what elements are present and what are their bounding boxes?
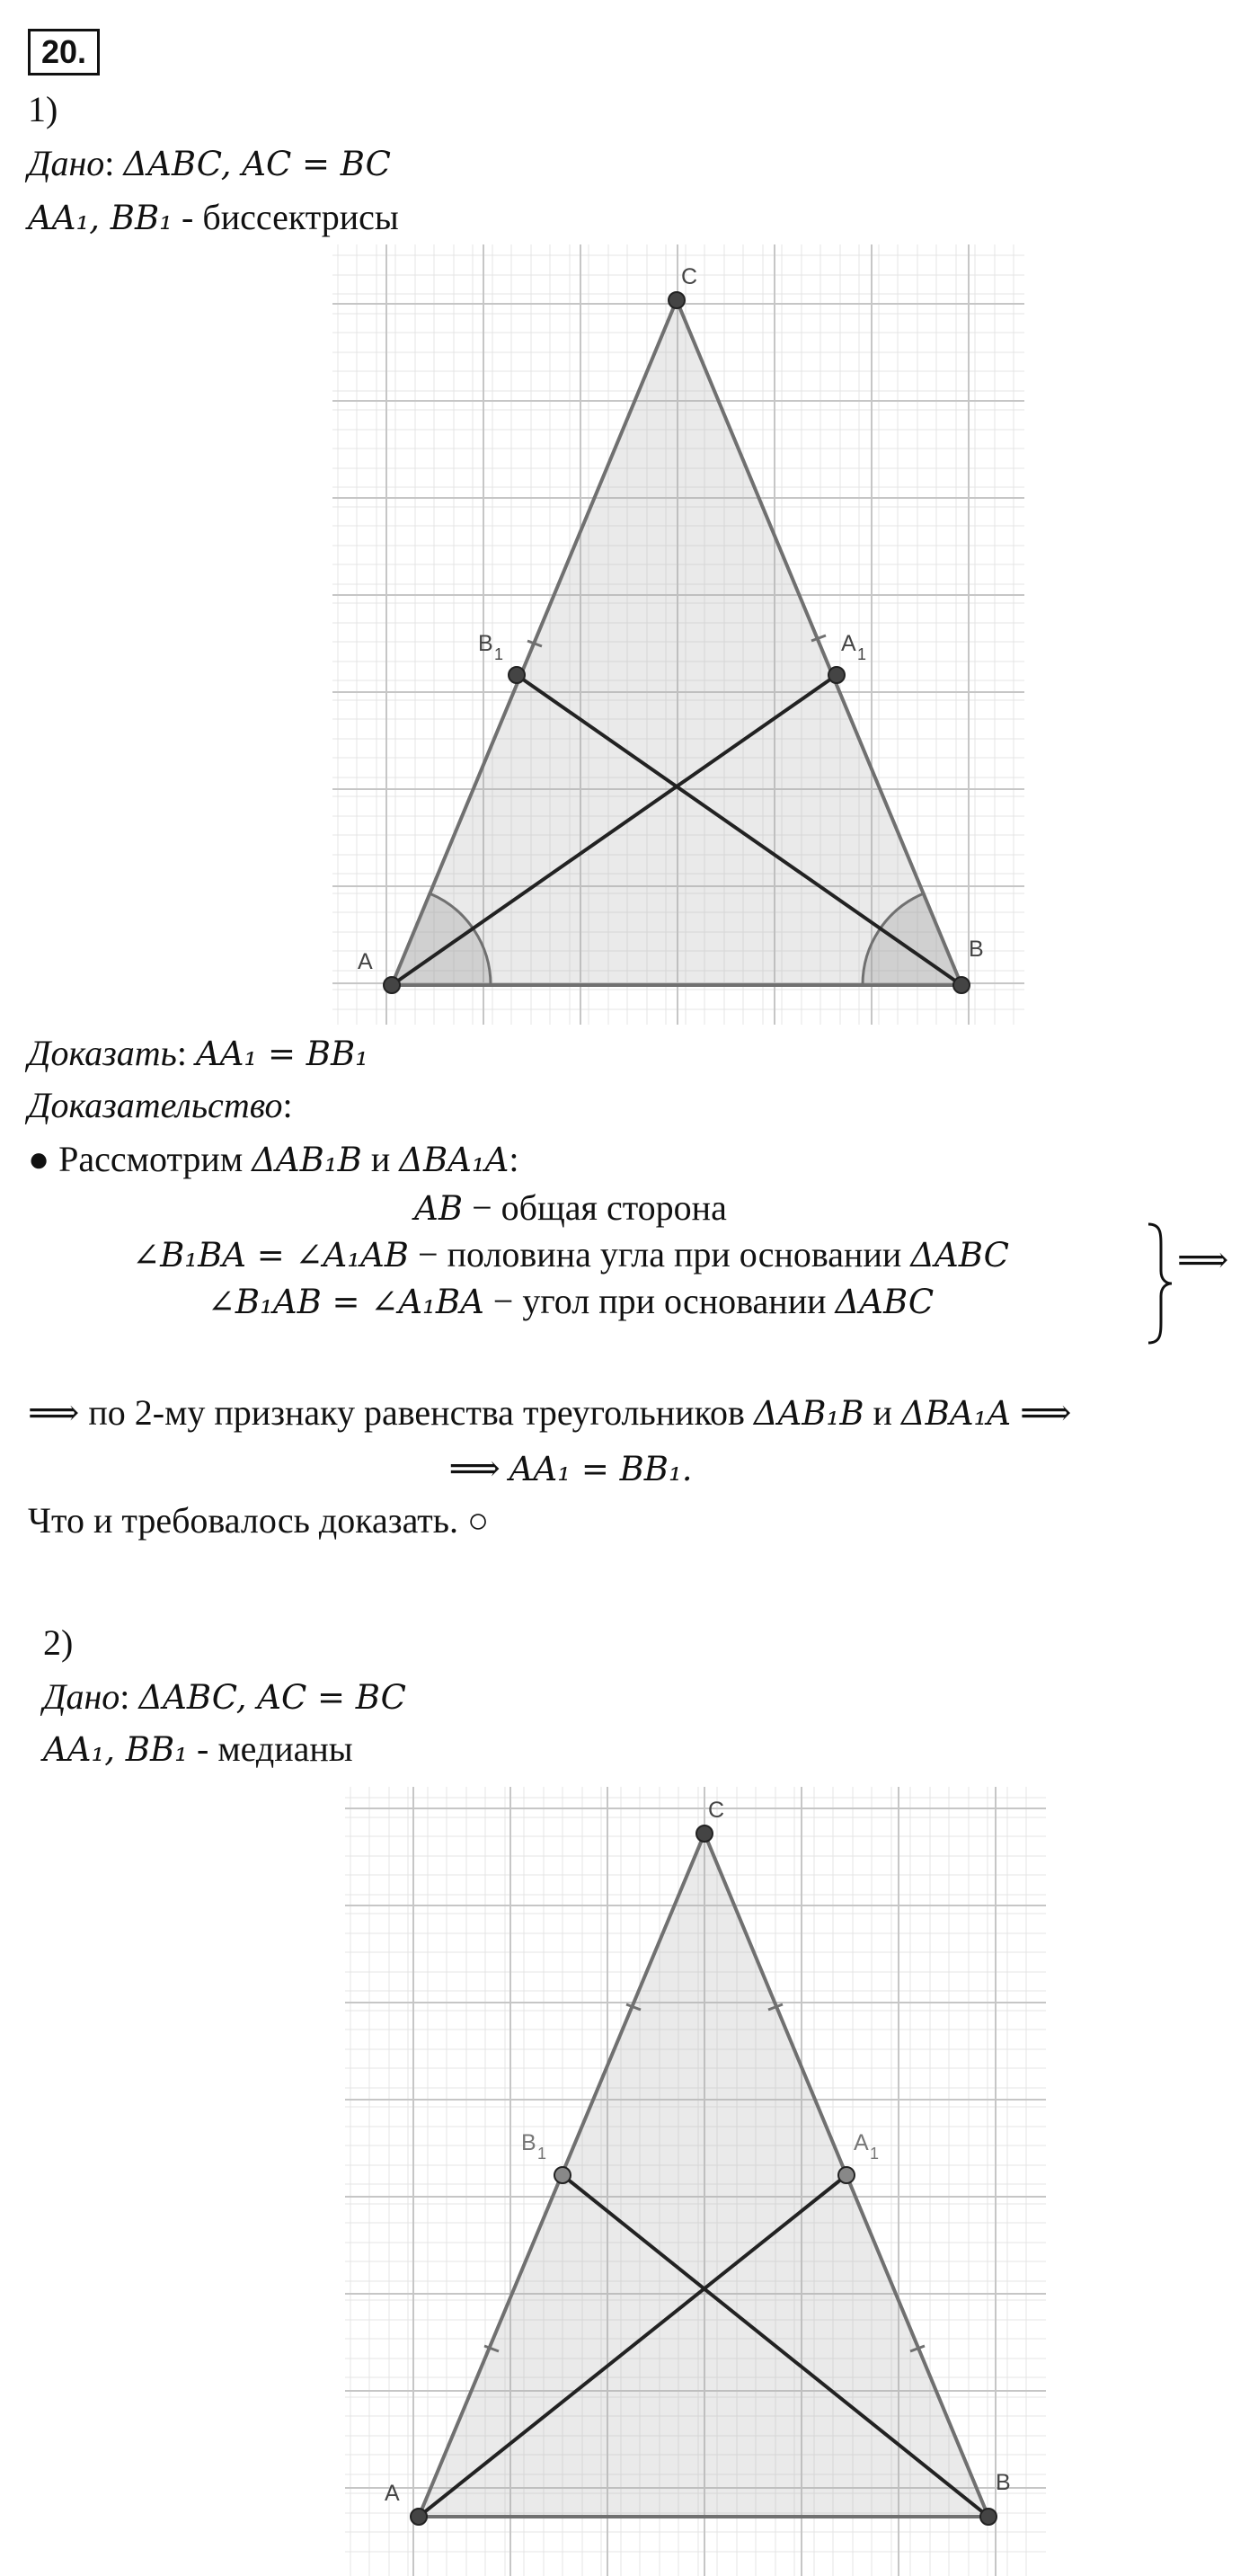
label-b: B bbox=[969, 937, 984, 962]
implies-arrow-3: ⟹ bbox=[1020, 1392, 1072, 1433]
label-a1: A bbox=[841, 631, 856, 656]
line3-math2: ΔABC bbox=[835, 1283, 935, 1321]
label-a1-sub: 1 bbox=[857, 645, 867, 663]
prove-math: AA₁ = BB₁ bbox=[195, 1035, 368, 1073]
label-b-2: B bbox=[996, 2470, 1011, 2495]
curly-brace bbox=[1143, 1221, 1179, 1346]
result-line bbox=[0, 1447, 1141, 1491]
part1-given: Дано: ΔABC, AC = BC bbox=[28, 143, 391, 183]
label-a: A bbox=[358, 949, 373, 974]
label-a1-2: A bbox=[854, 2130, 869, 2155]
label-b1-2: B bbox=[521, 2130, 536, 2155]
line1-math: AB bbox=[414, 1189, 464, 1228]
part2-label: 2) bbox=[43, 1622, 74, 1663]
implies-arrow-2: ⟹ bbox=[28, 1392, 80, 1433]
label-b1-sub: 1 bbox=[494, 645, 504, 663]
conclusion-text: по 2-му признаку равенства треугольников bbox=[79, 1392, 754, 1433]
figure-medians bbox=[345, 1787, 1046, 2576]
proof-line-3 bbox=[0, 1280, 1141, 1324]
given-word-2: Дано bbox=[43, 1676, 120, 1717]
label-a-2: A bbox=[385, 2481, 400, 2506]
given2-math: AA₁, BB₁ bbox=[28, 199, 173, 237]
triangle-abc-2 bbox=[419, 1834, 988, 2517]
given2-text: - биссектрисы bbox=[173, 197, 399, 237]
proof-line-1 bbox=[0, 1186, 1141, 1230]
problem-number: 20. bbox=[28, 29, 100, 76]
conclusion-line bbox=[28, 1391, 1071, 1435]
consider-math2: ΔBA₁A bbox=[399, 1141, 509, 1179]
conclusion-and: и bbox=[864, 1392, 901, 1433]
label-a1-sub-2: 1 bbox=[870, 2145, 880, 2163]
conclusion-math2: ΔBA₁A bbox=[900, 1394, 1012, 1433]
part2-given: Дано: ΔABC, AC = BC bbox=[43, 1676, 406, 1717]
given2-math-2: AA₁, BB₁ bbox=[43, 1730, 189, 1769]
consider-text: Рассмотрим bbox=[58, 1139, 252, 1179]
consider-math1: ΔAB₁B bbox=[252, 1141, 362, 1179]
qed-line: Что и требовалось доказать. ○ bbox=[28, 1500, 490, 1541]
point-c-2 bbox=[696, 1825, 713, 1842]
point-b bbox=[953, 977, 970, 993]
point-b1 bbox=[509, 667, 525, 683]
part1-given-bisectors bbox=[28, 196, 399, 240]
given-word: Дано bbox=[28, 143, 105, 183]
given-math-2: ΔABC, AC = BC bbox=[138, 1678, 406, 1717]
proof-line-2 bbox=[0, 1233, 1141, 1277]
implies-arrow-4: ⟹ bbox=[448, 1448, 501, 1488]
part1-label: 1) bbox=[28, 89, 58, 129]
figure-bisectors bbox=[332, 244, 1024, 1025]
line2-text: − половина угла при основании bbox=[409, 1234, 911, 1275]
point-b-2 bbox=[980, 2509, 997, 2525]
proof-word: Доказательство bbox=[28, 1085, 283, 1125]
prove-line: Доказать: AA₁ = BB₁ bbox=[28, 1033, 368, 1073]
bullet: ● bbox=[28, 1139, 50, 1179]
proof-heading: Доказательство: bbox=[28, 1085, 293, 1125]
point-a1 bbox=[828, 667, 845, 683]
consider-line: ● Рассмотрим ΔAB₁B и ΔBA₁A: bbox=[28, 1139, 519, 1179]
line2-math: ∠B₁BA = ∠A₁AB bbox=[132, 1236, 410, 1275]
label-b1-sub-2: 1 bbox=[537, 2145, 547, 2163]
line3-math: ∠B₁AB = ∠A₁BA bbox=[207, 1283, 484, 1321]
label-b1: B bbox=[478, 631, 493, 656]
line2-math2: ΔABC bbox=[910, 1236, 1009, 1275]
point-c bbox=[669, 292, 685, 308]
point-b1-2 bbox=[554, 2167, 571, 2183]
consider-and: и bbox=[361, 1139, 400, 1179]
point-a bbox=[384, 977, 400, 993]
result-math: AA₁ = BB₁. bbox=[509, 1450, 693, 1488]
line3-text: − угол при основании bbox=[483, 1281, 836, 1321]
point-a1-2 bbox=[838, 2167, 855, 2183]
given2-text-2: - медианы bbox=[188, 1728, 353, 1769]
part2-given-medians bbox=[43, 1728, 353, 1772]
label-c: C bbox=[681, 264, 698, 289]
implies-arrow-1: ⟹ bbox=[1177, 1239, 1229, 1280]
prove-word: Доказать bbox=[28, 1033, 177, 1073]
given-math: ΔABC, AC = BC bbox=[123, 145, 391, 183]
line1-text: − общая сторона bbox=[463, 1187, 727, 1228]
conclusion-math1: ΔAB₁B bbox=[753, 1394, 864, 1433]
label-c-2: C bbox=[708, 1798, 725, 1823]
point-a-2 bbox=[411, 2509, 427, 2525]
